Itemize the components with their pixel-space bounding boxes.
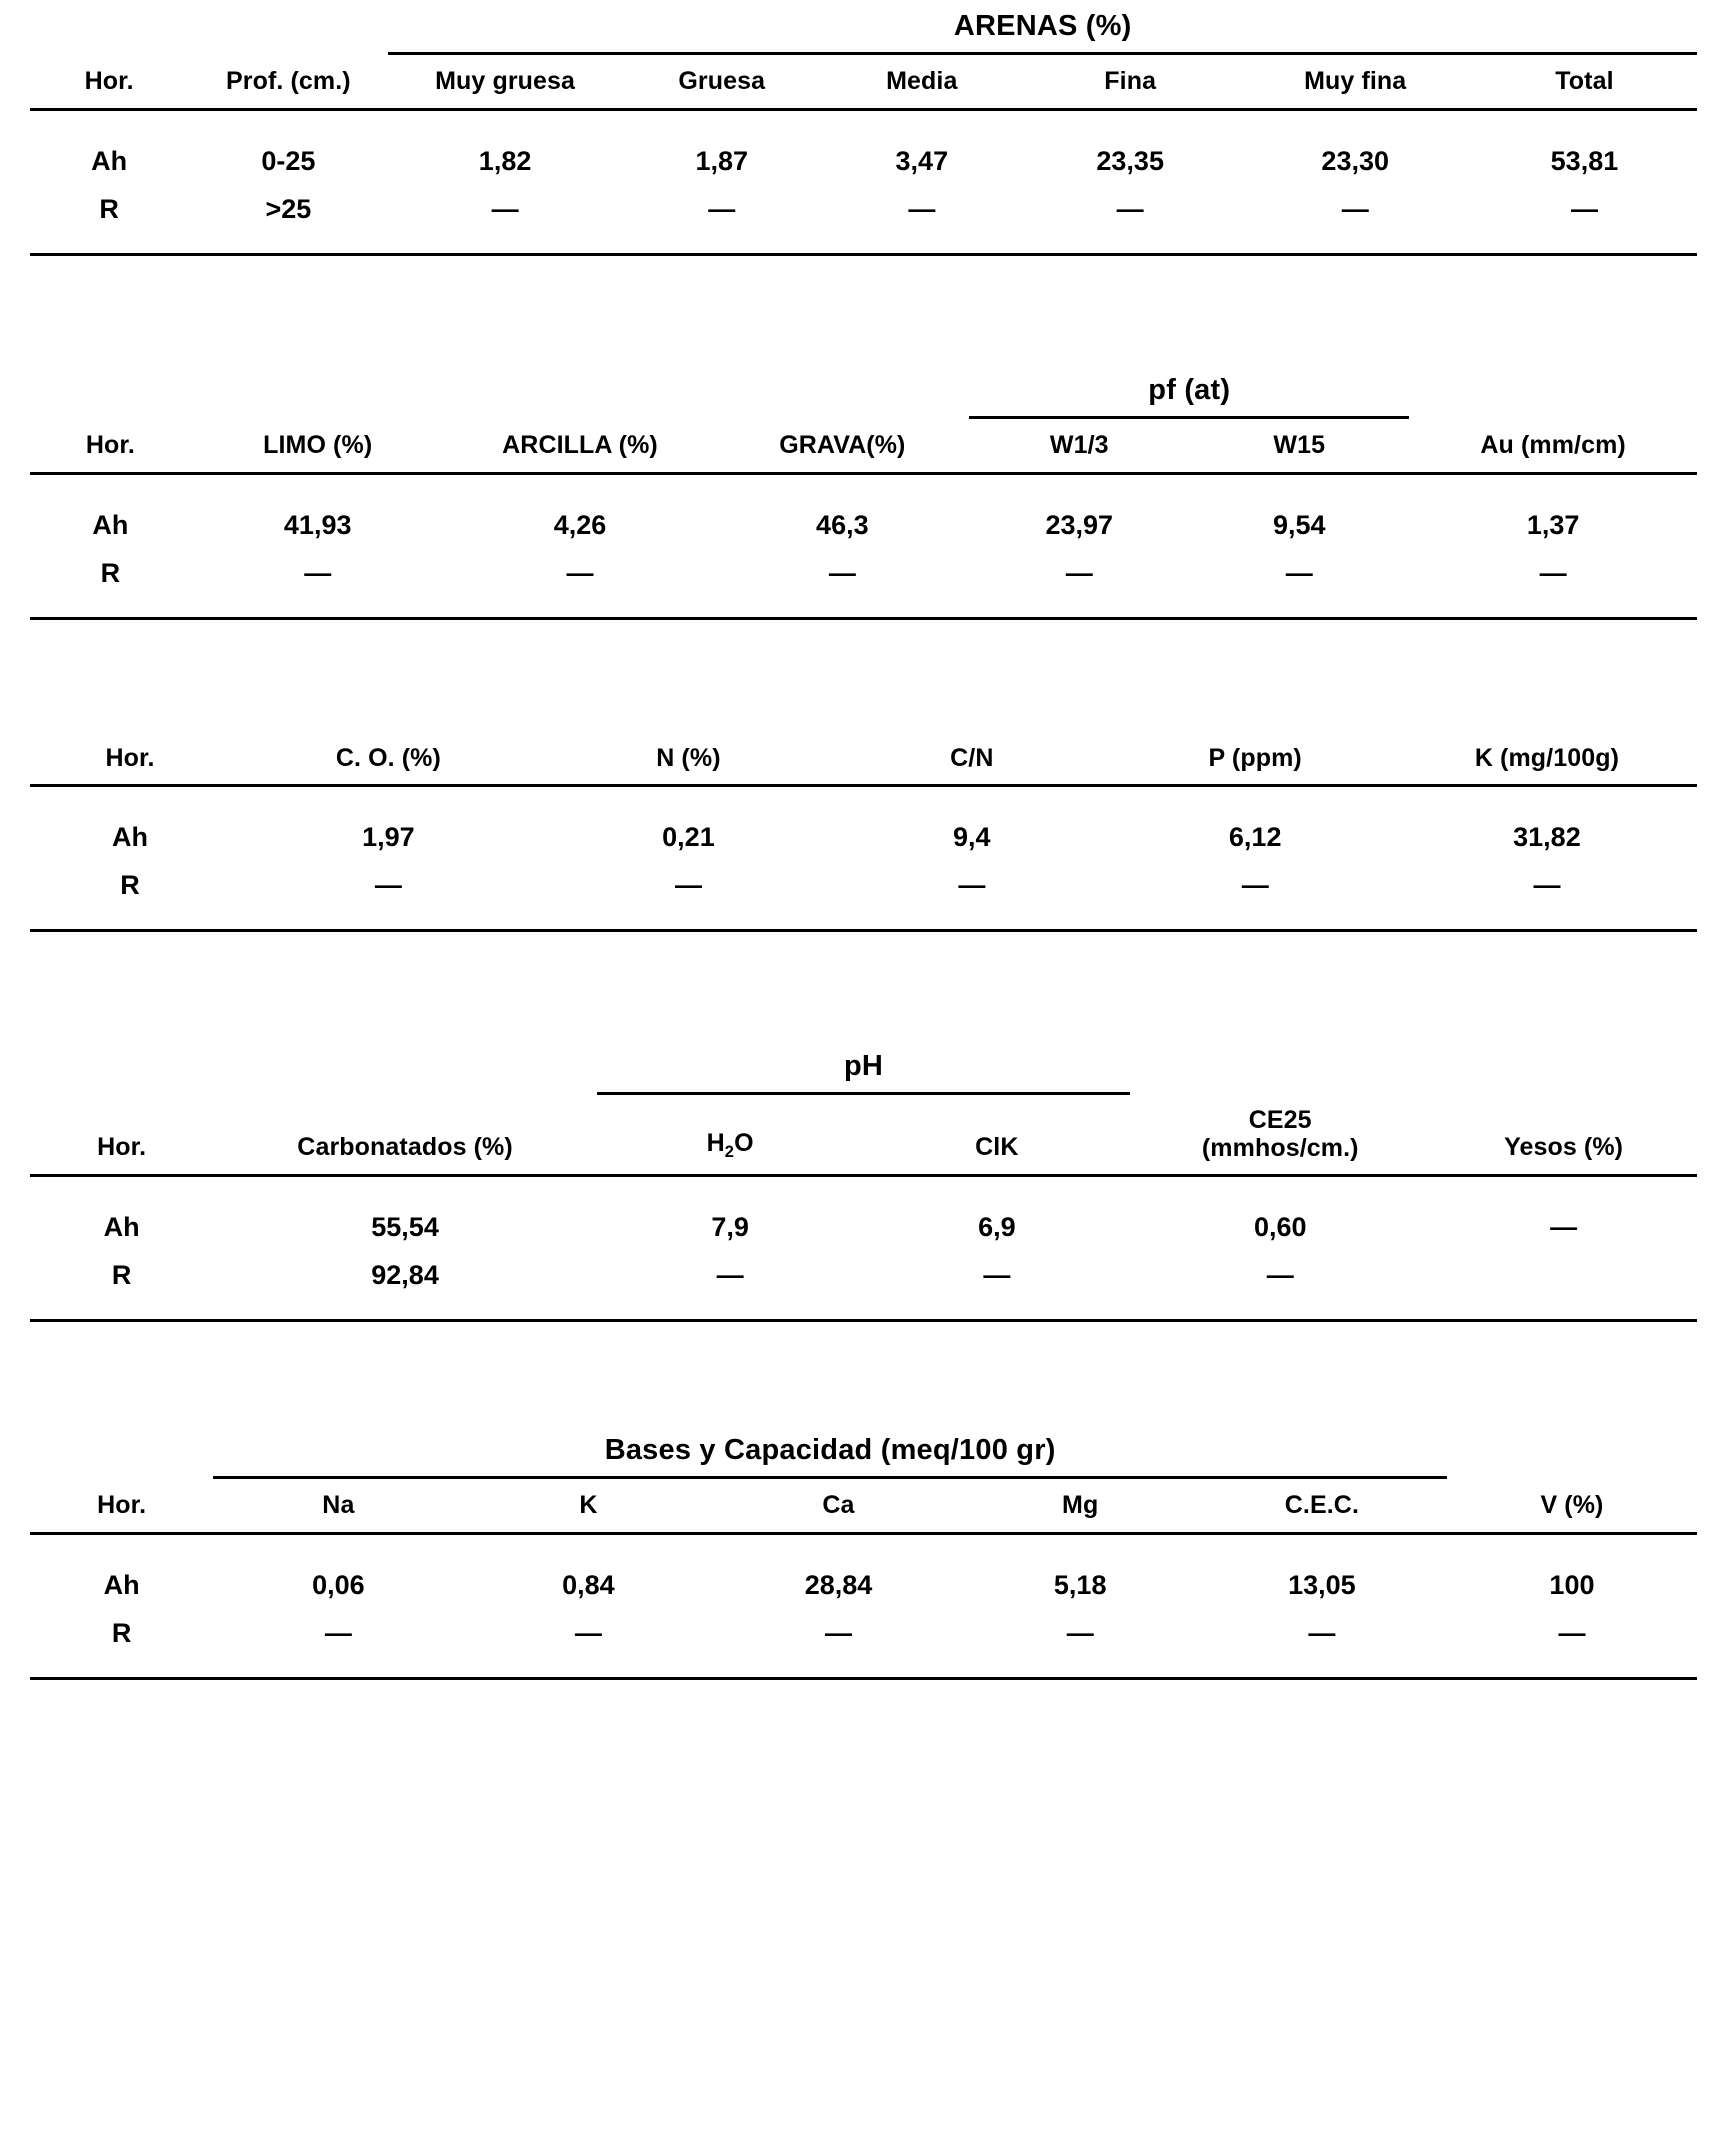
cell-total: —: [1570, 193, 1598, 224]
col-arcilla: ARCILLA (%): [502, 430, 658, 459]
cell-ce25: 0,60: [1253, 1211, 1307, 1242]
table-row: [30, 549, 1697, 597]
col-hor: Hor.: [97, 1490, 147, 1519]
cell-fina: 23,35: [1096, 145, 1164, 176]
col-grava: GRAVA(%): [779, 430, 906, 459]
cell-k: —: [574, 1617, 602, 1648]
cell-fina: —: [1116, 193, 1144, 224]
col-v: V (%): [1540, 1490, 1604, 1519]
table-row: [30, 185, 1697, 233]
table-bases-capacidad: [30, 1434, 1697, 1680]
section-gap: [30, 620, 1697, 732]
col-co: C. O. (%): [335, 743, 441, 772]
table-row: [30, 1175, 1697, 1251]
cell-k: —: [1533, 870, 1561, 901]
section-gap: [30, 1322, 1697, 1434]
cell-media: 3,47: [895, 145, 949, 176]
column-header-row: [30, 1477, 1697, 1531]
cell-hor: R: [99, 193, 119, 224]
cell-limo: —: [304, 557, 332, 588]
cell-k: 0,84: [562, 1569, 615, 1600]
col-cn: C/N: [950, 743, 994, 772]
cell-muy-gruesa: 1,82: [478, 145, 532, 176]
cell-yesos: [1430, 1251, 1697, 1299]
col-mg: Mg: [1062, 1490, 1099, 1519]
cell-carbonatados: 55,54: [371, 1211, 439, 1242]
table-row: [30, 1533, 1697, 1609]
col-prof: Prof. (cm.): [226, 67, 351, 95]
group-header-row: [30, 374, 1697, 418]
table-row: [30, 473, 1697, 549]
table-bottom-rule: [30, 1657, 1697, 1679]
col-muy-fina: Muy fina: [1304, 67, 1407, 95]
cell-yesos: —: [1550, 1211, 1578, 1242]
col-hor: Hor.: [97, 1133, 147, 1161]
table-arenas: [30, 10, 1697, 256]
cell-hor: R: [120, 870, 140, 901]
group-header-row: [30, 10, 1697, 54]
cell-h2o: 7,9: [711, 1211, 749, 1242]
cell-media: —: [908, 193, 936, 224]
cell-au: 1,37: [1526, 509, 1580, 540]
cell-mg: 5,18: [1053, 1569, 1107, 1600]
cell-gruesa: —: [708, 193, 736, 224]
col-clk: ClK: [975, 1133, 1019, 1161]
group-header-arenas: ARENAS (%): [388, 10, 1697, 54]
cell-co: 1,97: [362, 822, 415, 853]
cell-carbonatados: 92,84: [371, 1259, 439, 1290]
group-header-pf: pf (at): [969, 374, 1409, 418]
col-total: Total: [1555, 67, 1614, 95]
cell-w15: —: [1285, 557, 1313, 588]
cell-w15: 9,54: [1272, 509, 1326, 540]
table-bottom-rule: [30, 597, 1697, 619]
table-bottom-rule: [30, 233, 1697, 255]
cell-arcilla: —: [566, 557, 594, 588]
cell-na: —: [324, 1617, 352, 1648]
col-na: Na: [322, 1490, 355, 1519]
cell-w13: 23,97: [1045, 509, 1114, 540]
cell-p: —: [1241, 870, 1269, 901]
cell-ca: 28,84: [804, 1569, 873, 1600]
col-k: K (mg/100g): [1474, 743, 1620, 772]
cell-prof: 0-25: [261, 145, 316, 176]
cell-na: 0,06: [312, 1569, 365, 1600]
cell-cec: 13,05: [1288, 1569, 1356, 1600]
cell-hor: Ah: [92, 509, 129, 540]
group-header-bases: Bases y Capacidad (meq/100 gr): [213, 1434, 1447, 1478]
col-n: N (%): [656, 743, 721, 772]
col-muy-gruesa: Muy gruesa: [435, 67, 576, 95]
col-ce25: CE25 (mmhos/cm.): [1201, 1105, 1359, 1162]
col-hor: Hor.: [84, 67, 134, 95]
cell-limo: 41,93: [283, 509, 352, 540]
table-row: [30, 109, 1697, 185]
col-yesos: Yesos (%): [1504, 1133, 1624, 1161]
col-p: P (ppm): [1208, 743, 1302, 772]
cell-co: —: [374, 870, 402, 901]
table-bottom-rule: [30, 909, 1697, 931]
col-hor: Hor.: [105, 743, 155, 772]
col-w15: W15: [1273, 430, 1326, 459]
col-media: Media: [886, 67, 958, 95]
col-fina: Fina: [1104, 67, 1157, 95]
table-row: [30, 786, 1697, 862]
column-header-row: [30, 54, 1697, 108]
cell-gruesa: 1,87: [695, 145, 749, 176]
group-header-row: [30, 1434, 1697, 1478]
cell-hor: Ah: [103, 1211, 140, 1242]
col-k: K: [579, 1490, 598, 1519]
cell-cec: —: [1308, 1617, 1336, 1648]
cell-k: 31,82: [1513, 822, 1581, 853]
col-cec: C.E.C.: [1284, 1490, 1360, 1519]
cell-arcilla: 4,26: [553, 509, 607, 540]
table-bottom-rule: [30, 1299, 1697, 1321]
table-row: [30, 1251, 1697, 1299]
col-ca: Ca: [822, 1490, 855, 1519]
cell-h2o: —: [716, 1259, 744, 1290]
col-gruesa: Gruesa: [678, 67, 766, 95]
cell-ca: —: [824, 1617, 852, 1648]
cell-muy-gruesa: —: [491, 193, 519, 224]
cell-v: 100: [1549, 1569, 1595, 1600]
cell-clk: 6,9: [978, 1211, 1016, 1242]
column-header-row: [30, 732, 1697, 785]
col-au: Au (mm/cm): [1480, 430, 1626, 459]
col-w13: W1/3: [1049, 430, 1109, 459]
table-textura-pf: [30, 374, 1697, 620]
cell-hor: Ah: [91, 145, 128, 176]
cell-total: 53,81: [1550, 145, 1619, 176]
cell-hor: R: [111, 1259, 132, 1290]
group-header-ph: pH: [597, 1050, 1130, 1094]
col-carbonatados: Carbonatados (%): [297, 1133, 513, 1161]
cell-prof: >25: [265, 193, 312, 224]
cell-hor: Ah: [112, 822, 149, 853]
cell-hor: R: [111, 1617, 132, 1648]
col-hor: Hor.: [85, 430, 135, 459]
group-header-row: [30, 1050, 1697, 1094]
table-materia-organica: [30, 732, 1697, 933]
cell-grava: 46,3: [816, 509, 869, 540]
col-h2o: $H_2O$: [706, 1128, 754, 1161]
cell-cn: —: [958, 870, 986, 901]
cell-muy-fina: 23,30: [1321, 145, 1389, 176]
table-ph: [30, 1050, 1697, 1322]
cell-clk: —: [983, 1259, 1011, 1290]
cell-n: —: [674, 870, 702, 901]
column-header-row: [30, 1094, 1697, 1174]
table-row: [30, 861, 1697, 909]
cell-grava: —: [828, 557, 856, 588]
section-gap: [30, 256, 1697, 374]
cell-w13: —: [1065, 557, 1093, 588]
cell-muy-fina: —: [1341, 193, 1369, 224]
cell-v: —: [1558, 1617, 1586, 1648]
cell-hor: R: [100, 557, 121, 588]
cell-hor: Ah: [103, 1569, 140, 1600]
cell-mg: —: [1066, 1617, 1094, 1648]
cell-cn: 9,4: [953, 822, 991, 853]
cell-n: 0,21: [662, 822, 715, 853]
cell-p: 6,12: [1228, 822, 1282, 853]
col-limo: LIMO (%): [263, 430, 373, 459]
column-header-row: [30, 417, 1697, 471]
table-row: [30, 1609, 1697, 1657]
section-gap: [30, 932, 1697, 1050]
cell-ce25: —: [1266, 1259, 1294, 1290]
cell-au: —: [1539, 557, 1567, 588]
